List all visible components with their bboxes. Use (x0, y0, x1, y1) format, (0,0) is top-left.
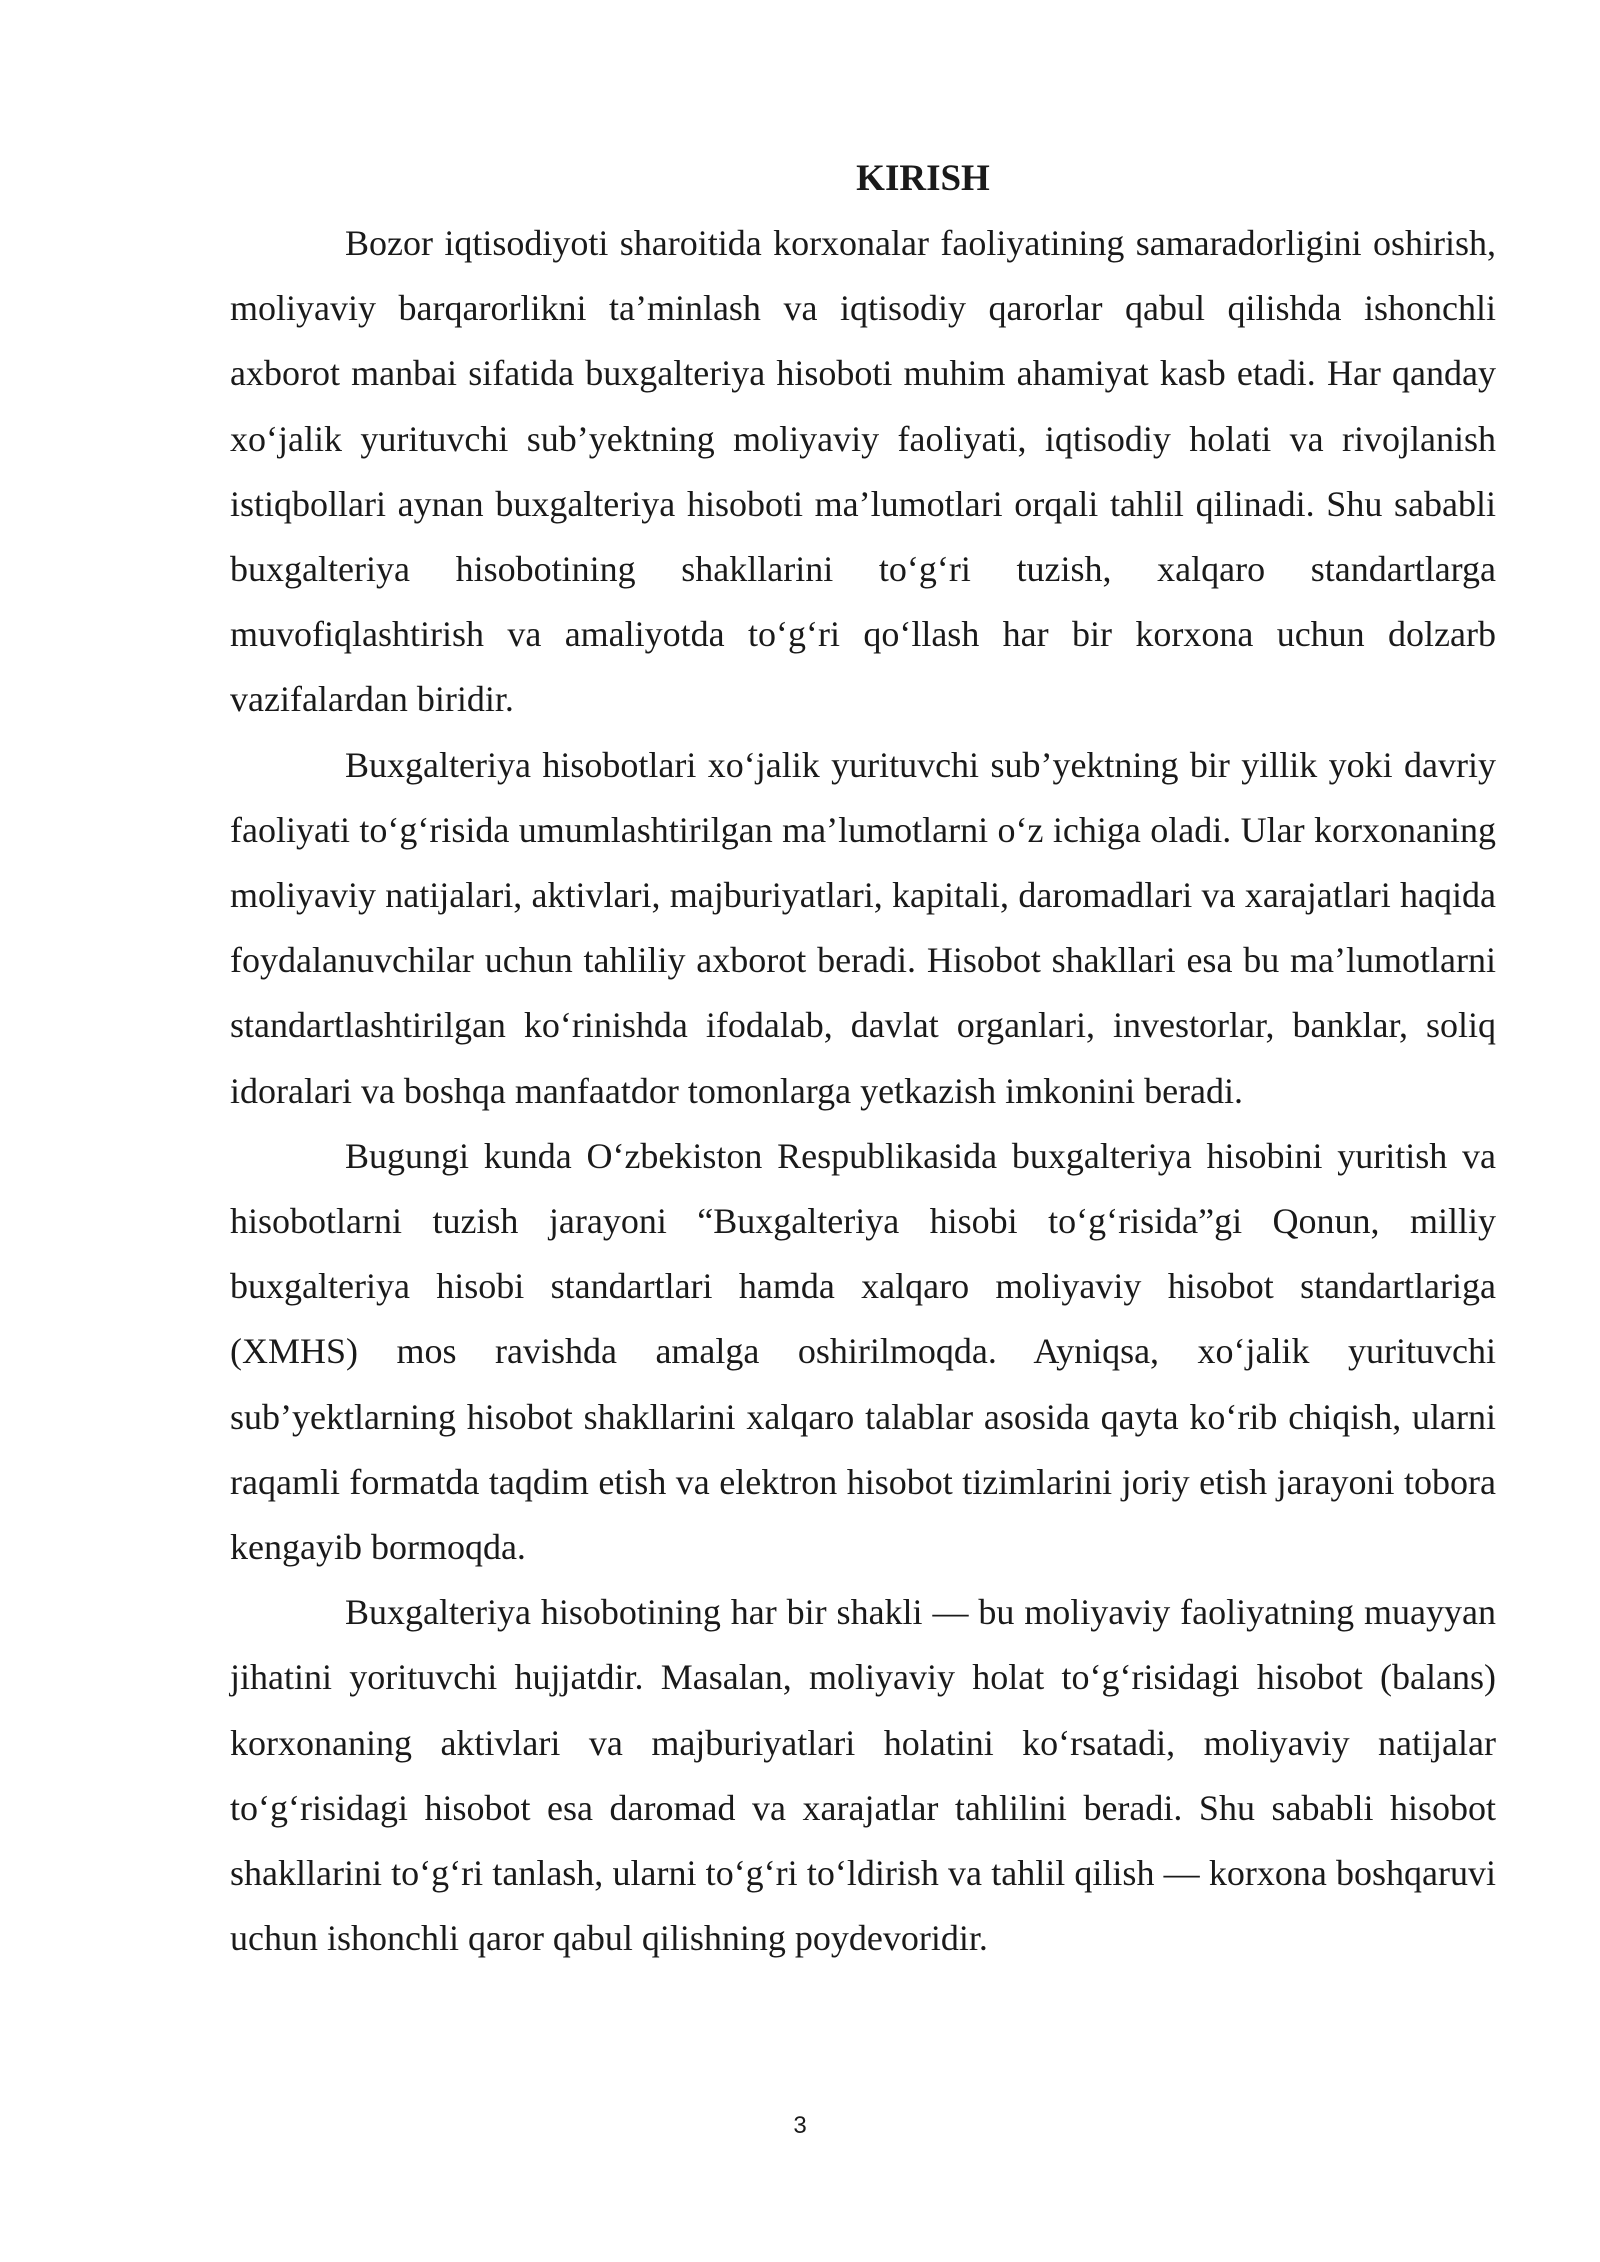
paragraph-4: Buxgalteriya hisobotining har bir shakli — bu moliyaviy faoliyatning muayyan jihatini yorituvchi hujjatdir. Masalan, moliyaviy holat to‘g‘risidagi hisobot (balans) korxonaning aktivlari va majburiyatlari holatini ko‘rsatadi, moliyaviy natijalar to‘g‘risidagi hisobot esa daromad va xarajatlar tahlilini beradi. Shu sababli hisobot shakllarini to‘g‘ri tanlash, ularni to‘g‘ri to‘ldirish va tahlil qilish — korxona boshqaruvi uchun ishonchli qaror qabul qilishning poydevoridir. (230, 1592, 1496, 1959)
paragraph-2: Buxgalteriya hisobotlari xo‘jalik yurituvchi sub’yektning bir yillik yoki davriy faoliyati to‘g‘risida umumlashtirilgan ma’lumotlarni o‘z ichiga oladi. Ular korxonaning moliyaviy natijalari, aktivlari, majburiyatlari, kapitali, daromadlari va xarajatlari haqida foydalanuvchilar uchun tahliliy axborot beradi. Hisobot shakllari esa bu ma’lumotlarni standartlashtirilgan ko‘rinishda ifodalab, davlat organlari, investorlar, banklar, soliq idoralari va boshqa manfaatdor tomonlarga yetkazish imkonini beradi. (230, 744, 1496, 1111)
page-content (230, 146, 1496, 1971)
paragraph-3: Bugungi kunda O‘zbekiston Respublikasida buxgalteriya hisobini yuritish va hisobotlarni tuzish jarayoni “Buxgalteriya hisobi to‘g‘risida”gi Qonun, milliy buxgalteriya hisobi standartlari hamda xalqaro moliyaviy hisobot standartlariga (XMHS) mos ravishda amalga oshirilmoqda. Ayniqsa, xo‘jalik yurituvchi sub’yektlarning hisobot shakllarini xalqaro talablar asosida qayta ko‘rib chiqish, ularni raqamli formatda taqdim etish va elektron hisobot tizimlarini joriy etish jarayoni tobora kengayib bormoqda. (230, 1135, 1496, 1568)
page-number: 3 (793, 2112, 807, 2139)
section-title: KIRISH (856, 158, 990, 199)
paragraph-1: Bozor iqtisodiyoti sharoitida korxonalar faoliyatining samaradorligini oshirish, moliyaviy barqarorlikni ta’minlash va iqtisodiy qarorlar qabul qilishda ishonchli axborot manbai sifatida buxgalteriya hisoboti muhim ahamiyat kasb etadi. Har qanday xo‘jalik yurituvchi sub’yektning moliyaviy faoliyati, iqtisodiy holati va rivojlanish istiqbollari aynan buxgalteriya hisoboti ma’lumotlari orqali tahlil qilinadi. Shu sababli buxgalteriya hisobotining shakllarini to‘g‘ri tuzish, xalqaro standartlarga muvofiqlashtirish va amaliyotda to‘g‘ri qo‘llash har bir korxona uchun dolzarb vazifalardan biridir. (230, 223, 1496, 720)
